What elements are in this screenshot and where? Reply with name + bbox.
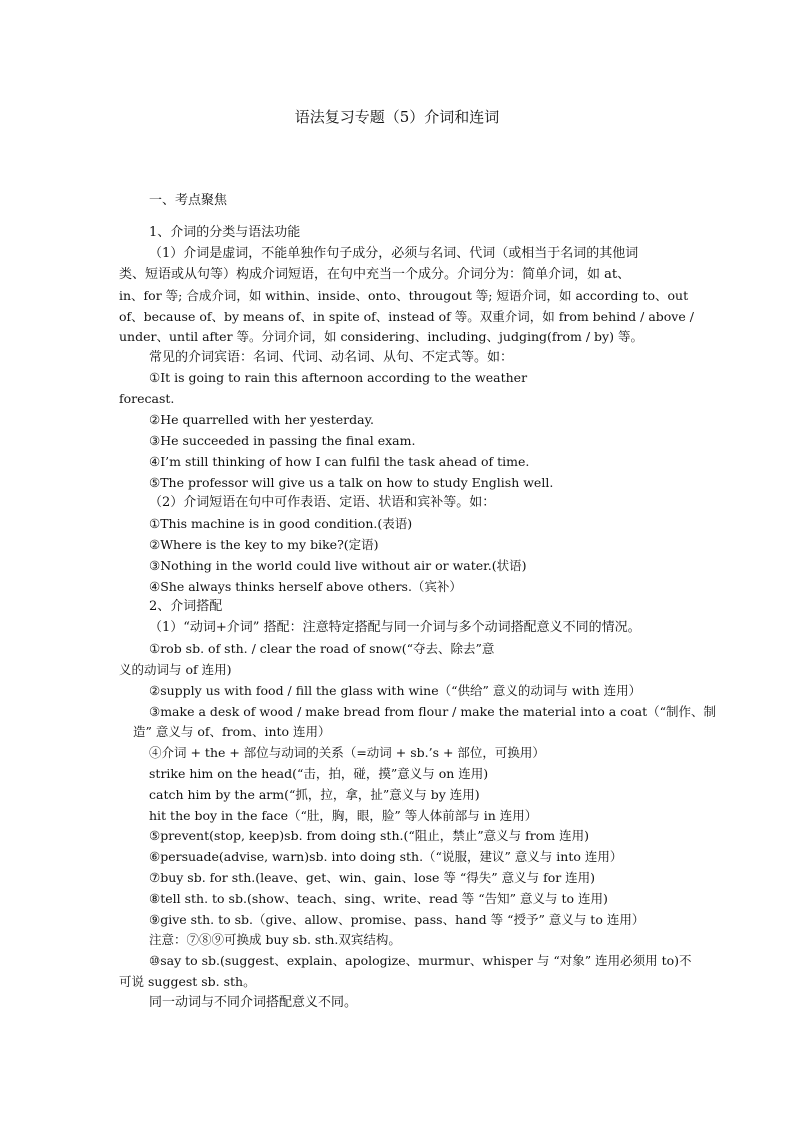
example-line: strike him on the head(“击，拍，碰，摸”意义与 on 连用) bbox=[149, 766, 489, 781]
document-title: 语法复习专题（5）介词和连词 bbox=[294, 108, 500, 126]
example-line: ⑩say to sb.(suggest、explain、apologize、murmur、whisper 与 “对象” 连用必须用 to)不 bbox=[149, 953, 692, 968]
example-line: ⑦buy sb. for sth.(leave、get、win、gain、lose 等 “得失” 意义与 for 连用) bbox=[149, 870, 596, 885]
example-line: ⑤The professor will give us a talk on how to study English well. bbox=[149, 475, 554, 490]
paragraph-line: under、until after 等。分词介词，如 considering、including、judging(from / by) 等。 bbox=[119, 329, 643, 344]
note-line: 注意：⑦⑧⑨可换成 buy sb. sth.双宾结构。 bbox=[149, 932, 401, 947]
paragraph-line: （2）介词短语在句中可作表语、定语、状语和宾补等。如： bbox=[149, 495, 496, 510]
paragraph-line: 常见的介词宾语：名词、代词、动名词、从句、不定式等。如： bbox=[149, 350, 514, 365]
example-line: ③make a desk of wood / make bread from flour / make the material into a coat（“制作、制 bbox=[149, 704, 717, 719]
paragraph-line: 类、短语或从句等）构成介词短语，在句中充当一个成分。介词分为：简单介词，如 at、 bbox=[119, 267, 631, 282]
paragraph-line: （1）介词是虚词，不能单独作句子成分，必须与名词、代词（或相当于名词的其他词 bbox=[149, 246, 639, 261]
example-line: ③He succeeded in passing the final exam. bbox=[149, 433, 416, 448]
section-heading: 一、考点聚焦 bbox=[149, 193, 228, 208]
example-line: ④She always thinks herself above others.（宾补） bbox=[149, 579, 462, 594]
example-line: ①This machine is in good condition.(表语) bbox=[149, 516, 413, 531]
example-line: catch him by the arm(“抓，拉，拿，扯”意义与 by 连用) bbox=[149, 787, 480, 802]
example-line: ④I’m still thinking of how I can fulfil the task ahead of time. bbox=[149, 454, 530, 469]
example-line: forecast. bbox=[119, 391, 175, 406]
example-line: 造” 意义与 of、from、into 连用） bbox=[133, 724, 331, 739]
example-line: ①rob sb. of sth. / clear the road of snow(“夺去、除去”意 bbox=[149, 641, 495, 656]
paragraph-line: of、because of、by means of、in spite of、instead of 等。双重介词，如 from behind / above / bbox=[119, 309, 694, 324]
example-line: ②He quarrelled with her yesterday. bbox=[149, 412, 374, 427]
example-line: ④介词 + the + 部位与动词的关系（=动词 + sb.’s + 部位，可换用） bbox=[149, 745, 545, 760]
example-line: 可说 suggest sb. sth。 bbox=[119, 974, 256, 989]
subsection-heading: 2、介词搭配 bbox=[149, 599, 223, 614]
example-line: ②supply us with food / fill the glass with wine（“供给” 意义的动词与 with 连用） bbox=[149, 683, 642, 698]
paragraph-line: （1）“动词+介词” 搭配：注意特定搭配与同一介词与多个动词搭配意义不同的情况。 bbox=[149, 620, 641, 635]
paragraph-line: 同一动词与不同介词搭配意义不同。 bbox=[149, 995, 358, 1010]
example-line: ②Where is the key to my bike?(定语) bbox=[149, 537, 379, 552]
example-line: hit the boy in the face（“肚，胸，眼，脸” 等人体前部与 in 连用） bbox=[149, 808, 538, 823]
subsection-heading: 1、介词的分类与语法功能 bbox=[149, 225, 301, 240]
example-line: ①It is going to rain this afternoon according to the weather bbox=[149, 370, 528, 385]
example-line: ⑧tell sth. to sb.(show、teach、sing、write、read 等 “告知” 意义与 to 连用) bbox=[149, 891, 608, 906]
paragraph-line: in、for 等; 合成介词，如 within、inside、onto、througout 等; 短语介词，如 according to、out bbox=[119, 288, 689, 303]
example-line: 义的动词与 of 连用) bbox=[119, 662, 232, 677]
example-line: ⑨give sth. to sb.（give、allow、promise、pass、hand 等 “授予” 意义与 to 连用） bbox=[149, 912, 645, 927]
example-line: ③Nothing in the world could live without air or water.(状语) bbox=[149, 558, 527, 573]
example-line: ⑥persuade(advise, warn)sb. into doing sth.（“说服，建议” 意义与 into 连用） bbox=[149, 849, 623, 864]
example-line: ⑤prevent(stop, keep)sb. from doing sth.(“阻止，禁止”意义与 from 连用) bbox=[149, 828, 589, 843]
